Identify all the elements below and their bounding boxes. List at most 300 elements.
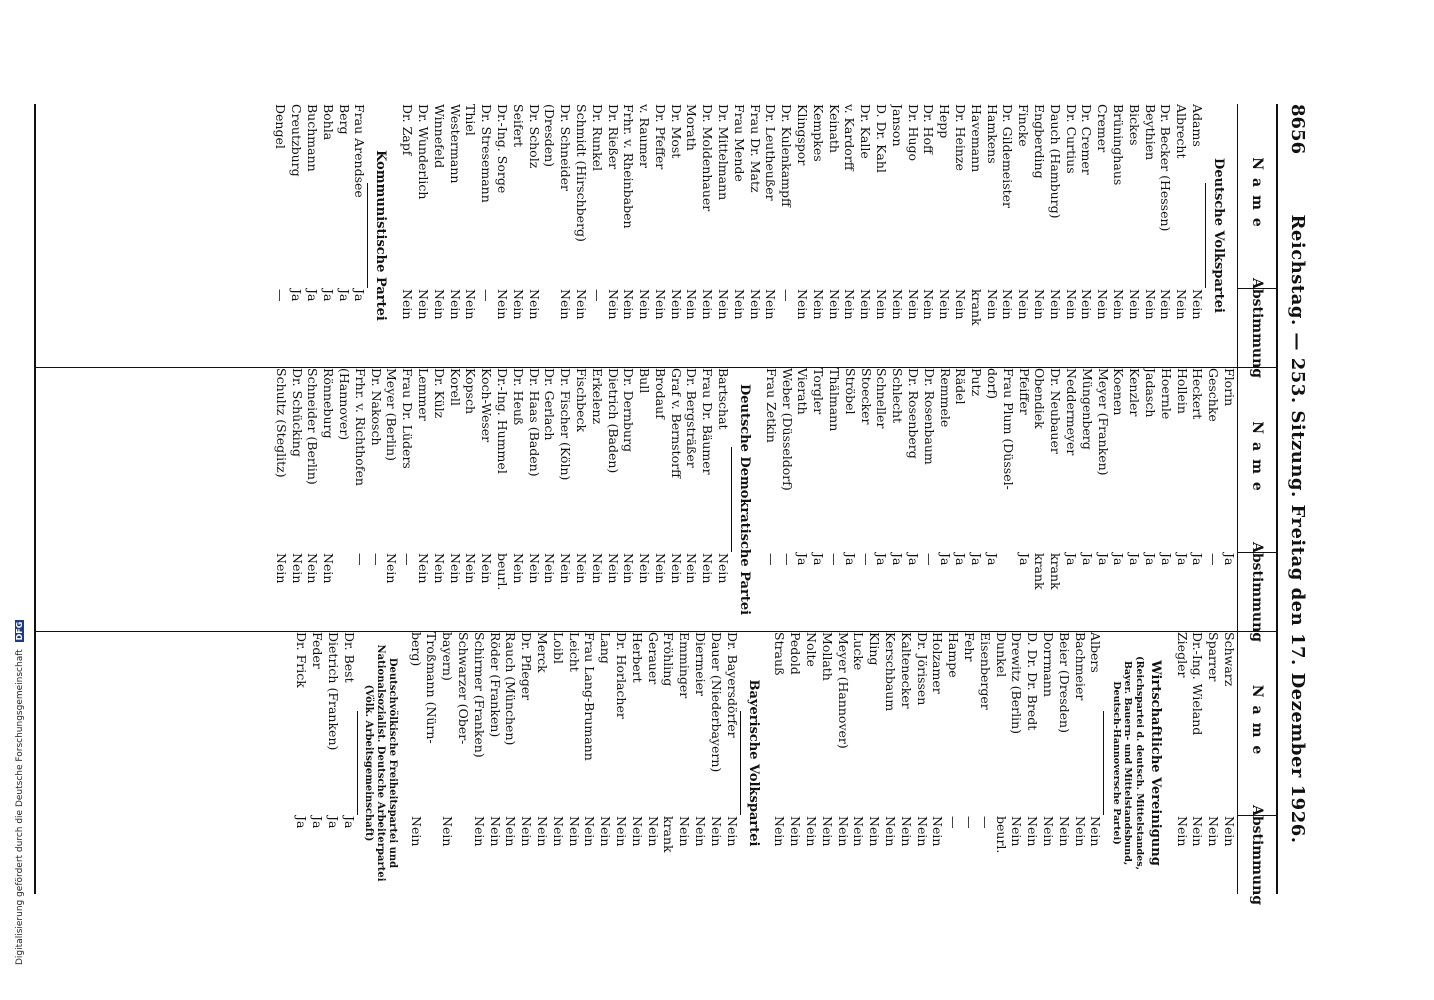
vote-value: — (763, 553, 779, 566)
vote-value: Ja (1190, 553, 1206, 566)
member-name: Berg (336, 104, 352, 135)
member-name: Dr. Heuß (510, 368, 526, 426)
vote-value: Nein (1206, 816, 1222, 847)
member-name: Klingspor (795, 104, 811, 166)
table-row (384, 368, 400, 631)
vote-value: Ja (1016, 553, 1032, 566)
member-name: Dr. Wunderlich (415, 104, 431, 200)
table-row (557, 368, 573, 631)
member-name: Beythien (1142, 104, 1158, 161)
table-row (510, 104, 526, 367)
vote-value: Nein (905, 289, 921, 320)
table-row (1158, 104, 1174, 367)
member-name: Dr.-Ing. Wieland (1190, 632, 1206, 736)
vote-value: Nein (535, 816, 551, 847)
table-row (668, 368, 684, 631)
vote-value: krank (1048, 553, 1064, 590)
table-row (415, 368, 431, 631)
table-row (518, 632, 534, 894)
table-row (810, 104, 826, 367)
member-name: Koenen (1111, 368, 1127, 416)
table-row (1079, 104, 1095, 367)
member-name: Dr. Stresemann (479, 104, 495, 203)
table-row (557, 104, 573, 367)
table-row (1221, 368, 1237, 631)
column-header (1237, 104, 1276, 379)
table-row (1094, 104, 1110, 367)
member-name: (Dresden) (542, 104, 558, 168)
member-name: Remmele (937, 368, 953, 428)
table-row (341, 632, 357, 894)
table-row (550, 632, 566, 894)
table-row (503, 632, 519, 894)
vote-value: Nein (953, 289, 969, 320)
section-title: Deutsche Volkspartei (1211, 158, 1226, 313)
member-name: Fischbeck (573, 368, 589, 433)
table-row (289, 368, 305, 631)
vote-value: Nein (1047, 289, 1063, 320)
table-row (542, 104, 558, 367)
vote-value: Ja (795, 553, 811, 566)
member-name: Torgler (811, 368, 827, 415)
section-rule (731, 447, 732, 552)
table-row (803, 632, 819, 894)
vote-value: Nein (305, 553, 321, 584)
vote-value: — (779, 553, 795, 566)
section-title: Bayerische Volkspartei (745, 679, 761, 847)
member-name: Holzamer (930, 632, 946, 694)
section-subtitle: (Reichspartei d. deutsch. Mittelstandes, Bayer. Bauern- und Mittelstandsbund, Deutsch-Hannoversche Partei) (1110, 656, 1145, 870)
vote-value: — (827, 553, 843, 566)
table-row (1009, 632, 1025, 894)
member-name: Schmidt (Hirschberg) (573, 104, 589, 242)
table-row (968, 368, 984, 631)
member-name: Emminger (677, 632, 693, 699)
table-row (835, 632, 851, 894)
vote-value: Ja (320, 289, 336, 302)
member-name: Schlecht (890, 368, 906, 424)
vote-value: Nein (1142, 289, 1158, 320)
member-name: Dr. Fischer (Köln) (558, 368, 574, 481)
vote-value: Nein (1056, 816, 1072, 847)
vote-value: Nein (629, 816, 645, 847)
member-name: Dr. Haas (Baden) (526, 368, 542, 477)
member-name: Kaltenecker (898, 632, 914, 709)
table-row (977, 632, 993, 894)
member-name: Loibl (550, 632, 566, 664)
table-row (1056, 632, 1072, 894)
member-name: Sparrer (1206, 632, 1222, 682)
member-name: Dauer (Niederbayern) (708, 632, 724, 773)
vote-value: Nein (1190, 816, 1206, 847)
member-name: Albrecht (1174, 104, 1190, 159)
vote-value (336, 539, 352, 631)
vote-value: Nein (1063, 289, 1079, 320)
table-row (826, 368, 842, 631)
member-name: Geschke (1206, 368, 1222, 422)
vote-value: Nein (400, 289, 416, 320)
member-name: Heckert (1190, 368, 1206, 420)
table-row (1205, 632, 1221, 894)
section-rule (357, 711, 358, 816)
member-name: Kempkes (810, 104, 826, 162)
vote-value: Nein (510, 553, 526, 584)
table-row (1024, 632, 1040, 894)
table-row (1142, 104, 1158, 367)
member-name: Dr.-Ing. Hummel (494, 368, 510, 474)
dfg-logo: DFG (15, 621, 24, 641)
member-name: Rauch (München) (503, 632, 519, 746)
vote-value: Ja (969, 553, 985, 566)
vote-value: Nein (652, 553, 668, 584)
vote-value: Nein (668, 289, 684, 320)
member-name: Dr. Curtius (1063, 104, 1079, 174)
member-name: Pedold (788, 632, 804, 675)
table-row (424, 632, 440, 894)
vote-value: Nein (479, 553, 495, 584)
vote-value: Nein (851, 816, 867, 847)
vote-value: Ja (937, 553, 953, 566)
member-name: Dr. Dernburg (621, 368, 637, 453)
table-row (309, 632, 325, 894)
vote-value: Nein (937, 289, 953, 320)
vote-value: Nein (1079, 289, 1095, 320)
table-row (914, 632, 930, 894)
vote-header: Abstimmung (1238, 288, 1276, 367)
vote-value: Nein (526, 553, 542, 584)
table-row (1088, 632, 1104, 894)
vote-value: Nein (803, 816, 819, 847)
vote-value: Nein (677, 816, 693, 847)
vote-value: Nein (867, 816, 883, 847)
table-row (700, 104, 716, 367)
vote-value: — (479, 289, 495, 302)
table-row (399, 104, 415, 367)
vote-value: Ja (336, 289, 352, 302)
member-name: Dr. Bergsträßer (684, 368, 700, 468)
table-row (273, 104, 289, 367)
table-row (431, 368, 447, 631)
member-name: Lemmer (415, 368, 431, 421)
table-row (597, 632, 613, 894)
member-name: Feder (310, 632, 326, 669)
table-row (1000, 368, 1016, 631)
table-row (873, 104, 889, 367)
section-rule (740, 711, 741, 816)
member-name: Dr. Becker (Hessen) (1158, 104, 1174, 232)
member-name: Dr. Kalle (858, 104, 874, 159)
member-name: Dr. Neubauer (1048, 368, 1064, 454)
member-name: Röder (Franken) (487, 632, 503, 738)
table-row (447, 368, 463, 631)
vote-value: Nein (724, 816, 740, 847)
vote-value: Nein (1040, 816, 1056, 847)
member-name: Dr. Pfleger (519, 632, 535, 701)
table-row (1221, 632, 1237, 894)
table-row (866, 632, 882, 894)
table-row (1173, 104, 1189, 367)
vote-value: — (961, 816, 977, 829)
table-row (858, 368, 874, 631)
vote-value: Nein (589, 553, 605, 584)
table-row (605, 104, 621, 367)
name-header: Name (1249, 421, 1265, 499)
credit-text: Digitalisierung gefördert durch die Deutsche Forschungsgemeinschaft (15, 649, 25, 965)
vote-value: Ja (890, 553, 906, 566)
member-name: Dengel (273, 104, 289, 149)
table-row (652, 104, 668, 367)
table-row (573, 368, 589, 631)
vote-value: krank (661, 816, 677, 853)
table-row (708, 632, 724, 894)
table-row (399, 368, 415, 631)
vote-value: Nein (463, 289, 479, 320)
vote-value: Nein (573, 553, 589, 584)
vote-value: Ja (874, 553, 890, 566)
vote-value: Nein (573, 289, 589, 320)
member-name: Dietrich (Baden) (605, 368, 621, 474)
vote-value: Ja (842, 553, 858, 566)
table-row (930, 632, 946, 894)
member-name: Graf v. Bernstorff (668, 368, 684, 478)
member-name: Dr. Pfeffer (652, 104, 668, 170)
member-name: Hollein (1174, 368, 1190, 414)
vote-value: Nein (321, 553, 337, 584)
member-name: Dr. Schneider (558, 104, 574, 192)
table-row (542, 368, 558, 631)
table-row (715, 368, 731, 631)
vote-value: Nein (440, 816, 456, 847)
member-name: Dr. Gildemeister (1000, 104, 1016, 209)
table-row (566, 632, 582, 894)
member-name: Dr. Cremer (1079, 104, 1095, 175)
member-name: Lang (598, 632, 614, 664)
table-row (1110, 104, 1126, 367)
table-row (700, 368, 716, 631)
member-name: Merck (535, 632, 551, 673)
page-header (1282, 104, 1314, 894)
table-row (1016, 368, 1032, 631)
vote-value: Nein (447, 553, 463, 584)
member-name: Morath (684, 104, 700, 151)
vote-value: Nein (1032, 289, 1048, 320)
table-row (589, 104, 605, 367)
table-row (1174, 368, 1190, 631)
member-name: v. Kardorff (842, 104, 858, 171)
member-name: Keinath (826, 104, 842, 153)
vote-value (424, 802, 440, 894)
member-name: Frau Dr. Matz (747, 104, 763, 193)
member-name: Dr. Scholz (526, 104, 542, 169)
table-row (478, 368, 494, 631)
vote-value: Nein (684, 553, 700, 584)
member-name: Fehr (961, 632, 977, 662)
table-row (336, 368, 352, 631)
vote-value: Nein (1126, 289, 1142, 320)
member-name: Strauß (772, 632, 788, 676)
table-row (763, 368, 779, 631)
table-row (1047, 368, 1063, 631)
vote-value: Nein (882, 816, 898, 847)
section-rule (367, 183, 368, 288)
vote-value: — (273, 289, 289, 302)
vote-header: Abstimmung (1238, 552, 1276, 631)
member-name: Dr. Rießer (605, 104, 621, 170)
table-row (795, 368, 811, 631)
member-name: Dietrich (Franken) (326, 632, 342, 751)
table-row (621, 104, 637, 367)
member-name: Buchmann (304, 104, 320, 172)
header-text: Reichstag. — 253. Sitzung. Freitag den 17. Dezember 1926. (1287, 214, 1309, 844)
member-name: Dr. Rosenberg (906, 368, 922, 459)
table-row (1040, 632, 1056, 894)
vote-value: Nein (384, 553, 400, 584)
member-name: Dr. Gerlach (542, 368, 558, 441)
vote-value: Nein (566, 816, 582, 847)
vote-value: Nein (716, 289, 732, 320)
vote-header: Abstimmung (1238, 815, 1276, 894)
member-name: Dr. Hoff (921, 104, 937, 154)
vote-value: Ja (304, 289, 320, 302)
vote-value: Nein (1190, 289, 1205, 320)
table-row (304, 104, 320, 367)
member-name: Diermeier (692, 632, 708, 697)
vote-value: Nein (542, 553, 558, 584)
vote-value: Ja (310, 816, 326, 829)
member-name: Rönneburg (321, 368, 337, 439)
vote-value: Nein (558, 289, 574, 320)
vote-value: Nein (708, 816, 724, 847)
vote-value: beurl. (993, 816, 1009, 854)
vote-value: — (368, 553, 384, 566)
section-title: Deutschvölkische Freiheitspartei und Nationalsozialist. Deutsche Arbeiterpartei (Völk. Arbeitsgemeinschaft) (362, 644, 398, 882)
vote-value: — (400, 553, 416, 566)
header-rule (1276, 104, 1278, 894)
section-title: Kommunistische Partei (373, 150, 389, 321)
member-name: Schwarz (1222, 632, 1237, 687)
member-name: Meyer (Berlin) (384, 368, 400, 461)
table-row (898, 632, 914, 894)
member-name: Troßmann (Nürn- (424, 632, 440, 744)
table-row (1189, 104, 1205, 367)
member-name: Vierath (795, 368, 811, 415)
table-row (534, 632, 550, 894)
vote-value: Nein (510, 289, 526, 320)
vote-value (455, 802, 471, 894)
vote-value: Ja (953, 553, 969, 566)
member-name: Brüninghaus (1111, 104, 1127, 186)
member-name: Frau Dr. Bäumer (700, 368, 716, 475)
table-row (352, 104, 368, 367)
member-name: Schwarzer (Ober- (456, 632, 472, 745)
table-row (447, 104, 463, 367)
member-name: Dr. Kulenkampff (779, 104, 795, 207)
member-name: Meyer (Hannover) (835, 632, 851, 749)
vote-value: Ja (1143, 553, 1159, 566)
member-name: Schneller (874, 368, 890, 429)
vote-value: Nein (645, 816, 661, 847)
table-row (851, 632, 867, 894)
vote-value: Nein (835, 816, 851, 847)
vote-value: Nein (731, 289, 747, 320)
table-row (320, 104, 336, 367)
vote-value: Nein (692, 816, 708, 847)
member-name: Dr. Best (341, 632, 357, 683)
table-row (668, 104, 684, 367)
vote-value: Nein (558, 553, 574, 584)
vote-value: Nein (898, 816, 914, 847)
table-row (415, 104, 431, 367)
member-name: Herbert (629, 632, 645, 683)
table-row (1079, 368, 1095, 631)
vote-value: Nein (487, 816, 503, 847)
vote-value: — (1206, 553, 1222, 566)
table-row (636, 104, 652, 367)
member-name: Jadasch (1143, 368, 1159, 418)
vote-value: Nein (921, 289, 937, 320)
member-name: Dauch (Hamburg) (1047, 104, 1063, 219)
vote-value: Ja (1064, 553, 1080, 566)
vote-value: Nein (874, 289, 890, 320)
table-row (629, 632, 645, 894)
table-row (510, 368, 526, 631)
vote-value: Nein (747, 289, 763, 320)
member-name: Gerauer (645, 632, 661, 685)
vote-value: Nein (637, 289, 653, 320)
vote-value: Nein (431, 553, 447, 584)
vote-value: Nein (684, 289, 700, 320)
vote-value: Nein (1088, 816, 1104, 847)
member-name: Fröhling (661, 632, 677, 687)
table-row (747, 104, 763, 367)
vote-value: — (921, 553, 937, 566)
vote-value: — (352, 553, 368, 566)
vote-value: — (589, 289, 605, 302)
vote-value: Nein (519, 816, 535, 847)
vote-value: Nein (273, 553, 289, 584)
member-name: Dr. Jörissen (914, 632, 930, 706)
table-row (305, 368, 321, 631)
vote-value: Nein (858, 289, 874, 320)
vote-value: Nein (289, 553, 305, 584)
member-name: Frhr. v. Rheinbaben (621, 104, 637, 229)
vote-value: Nein (1000, 289, 1016, 320)
member-name: Nolte (803, 632, 819, 667)
member-name: Ströbel (842, 368, 858, 415)
member-name: Stoecker (858, 368, 874, 425)
table-row (684, 368, 700, 631)
member-name: Schirmer (Franken) (471, 632, 487, 758)
member-name: Fincke (1016, 104, 1032, 147)
table-row (1095, 368, 1111, 631)
member-name: Müngenberg (1079, 368, 1095, 450)
vote-value: Nein (668, 553, 684, 584)
vote-value: Nein (1025, 816, 1041, 847)
vote-value (1000, 539, 1016, 631)
member-name: Rädel (953, 368, 969, 405)
table-row (1063, 368, 1079, 631)
table-row (882, 632, 898, 894)
vote-value: Ja (1174, 553, 1190, 566)
table-row (439, 632, 455, 894)
member-name: Dr. Heinze (953, 104, 969, 171)
table-row (336, 104, 352, 367)
table-row (645, 632, 661, 894)
table-row (1142, 368, 1158, 631)
member-name: Frau Arendsee (352, 104, 368, 198)
table-row (945, 632, 961, 894)
table-row (455, 632, 471, 894)
